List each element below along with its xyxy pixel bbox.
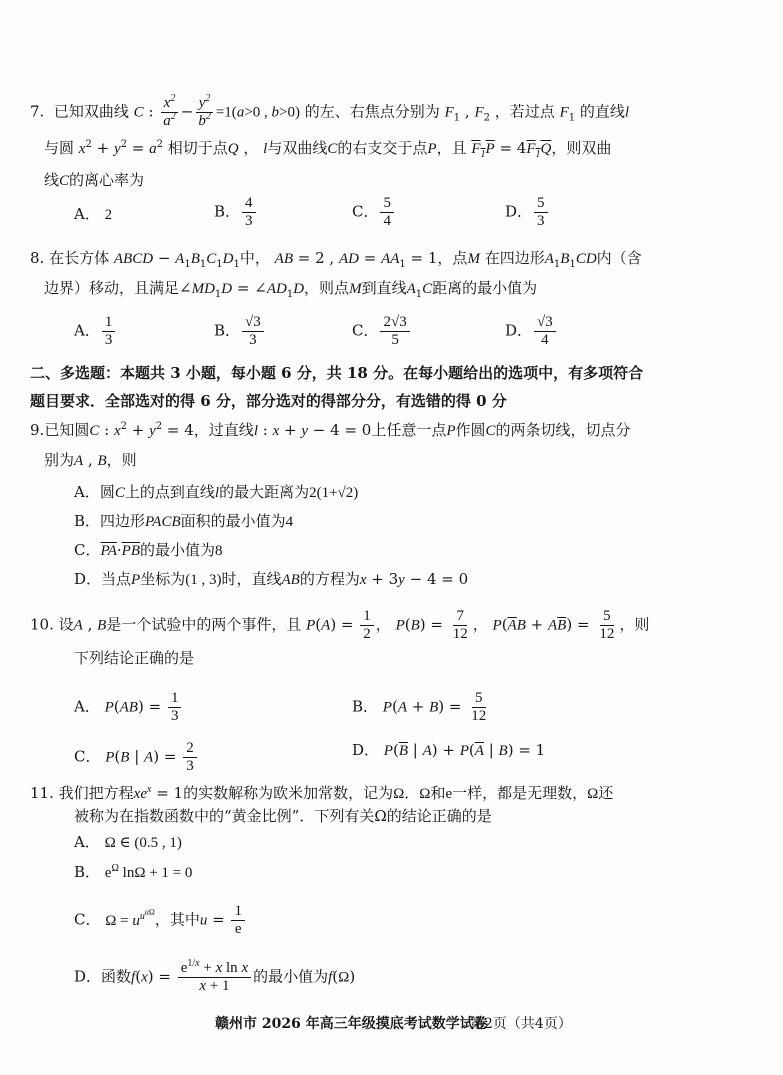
q10-line2: 下列结论正确的是 xyxy=(74,649,195,667)
q7-line3: 线C的离心率为 xyxy=(44,171,145,189)
q8-option-c: C． $\frac{2√3}{5}$ xyxy=(352,314,412,349)
q7-line1: 7. 已知双曲线 C : $\frac{x^2}{a^2}$ − $\frac{y^2}{b^2}$ =1(a>0 , b>0) 的左、右焦点分别为 $F_1$ , $F_2$ ，若过点 $F_1$ 的直线l xyxy=(30,93,630,129)
q8-line1: 8. 在长方体 ABCD − $A_1B_1C_1D_1$中， AB = 2 , AD = $AA_1 = 1$，点M 在四边形$A_1B_1CD$内（含 xyxy=(30,249,642,270)
q8-option-b: B． $\frac{√3}{3}$ xyxy=(214,314,266,349)
q8-line2: 边界）移动，且满足$\angle MD_1D$ = $\angle AD_1D$，则点M到直线$A_1C$距离的最小值为 xyxy=(44,279,538,300)
q9-option-c: C．$\overline{PA}\cdot\overline{PB}$的最小值为8 xyxy=(74,541,223,559)
section2-heading-line2: 题目要求．全部选对的得 6 分，部分选对的得部分分，有选错的得 0 分 xyxy=(30,392,507,410)
q7-option-d: D． $\frac{5}{3}$ xyxy=(505,195,550,230)
q7-option-b: B． $\frac{4}{3}$ xyxy=(214,195,258,230)
q11-option-b: B． $e^\Omega$ lnΩ + 1 = 0 xyxy=(74,863,193,881)
q9-option-b: B．四边形PACB面积的最小值为4 xyxy=(74,512,294,530)
q11-option-a: A． Ω ∈ (0.5 , 1) xyxy=(74,833,182,851)
section2-heading-line1: 二、多选题：本题共 3 小题，每小题 6 分，共 18 分。在每小题给出的选项中，有多项符合 xyxy=(30,364,644,382)
q11-line2: 被称为在指数函数中的“黄金比例”．下列有关Ω的结论正确的是 xyxy=(74,807,492,825)
q11-line1: 11. 我们把方程$xe^x = 1$的实数解称为欧米加常数，记为Ω．Ω和e一样，都是无理数，Ω还 xyxy=(30,784,614,802)
q11-option-d: D．函数f(x) = $\frac{e^{1/x} + x \ln x}{x + 1}$ 的最小值为f(Ω) xyxy=(74,958,356,994)
q11-option-c: C． $\Omega = u^{u^{u\Omega}}$，其中u = $\frac{1}{e}$ xyxy=(74,903,247,938)
q8-option-d: D． $\frac{√3}{4}$ xyxy=(505,314,558,349)
q7-option-a: A． 2 xyxy=(74,205,113,223)
q9-line1: 9.已知圆C : $x^2 + y^2 = 4$，过直线l : x + y − 4 = 0上任意一点P作圆C的两条切线，切点分 xyxy=(30,421,631,439)
q10-option-d: D． $P(\overline{B}$ | $A) + P(\overline{A}$ | B) = 1 xyxy=(352,741,546,759)
q9-line2: 别为A , B，则 xyxy=(44,451,137,469)
q10-option-b: B． P(A + B) = $\frac{5}{12}$ xyxy=(352,690,487,724)
q7-line2: 与圆 $x^2 + y^2 = a^2$ 相切于点Q ， l与双曲线C的右支交于点P，且 $F_1P = 4F_1Q$，则双曲 xyxy=(44,139,612,160)
q9-option-d: D．当点P坐标为(1 , 3)时，直线AB的方程为x + 3y − 4 = 0 xyxy=(74,570,469,588)
q7-option-c: C． $\frac{5}{4}$ xyxy=(352,195,396,230)
footer-title: 赣州市 2026 年高三年级摸底考试数学试卷 xyxy=(215,1016,488,1032)
q8-option-a: A． $\frac{1}{3}$ xyxy=(74,314,117,349)
q10-option-c: C． P(B | A) = $\frac{2}{3}$ xyxy=(74,740,199,775)
q10-option-a: A． P(AB) = $\frac{1}{3}$ xyxy=(74,690,183,725)
q10-line1: 10. 设A , B是一个试验中的两个事件，且 P(A) = $\frac{1}{2}$ ， P(B) = $\frac{7}{12}$ ， $P(\overline{A}B + A\overline{B})$ = $\frac{5}{12}$ ，则 xyxy=(30,608,650,642)
q9-option-a: A．圆C上的点到直线l的最大距离为2(1+√2) xyxy=(74,483,359,501)
footer-page-number: 第2页（共4页） xyxy=(470,1016,572,1032)
